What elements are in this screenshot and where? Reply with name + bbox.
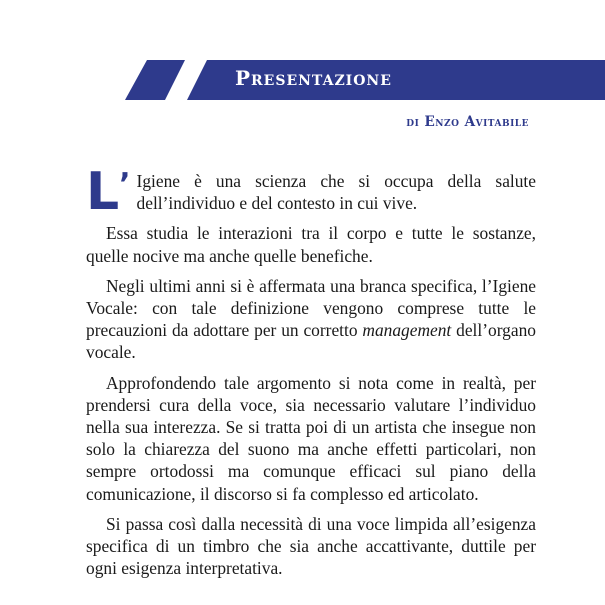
drop-cap-letter: L [86, 162, 120, 222]
author-byline: di Enzo Avitabile [406, 114, 529, 130]
banner-small-parallelogram [125, 60, 185, 100]
paragraph-3-text-b: dell’organo vocale. [86, 320, 536, 363]
paragraph-3-emphasis: management [362, 320, 452, 341]
article-body [86, 162, 536, 587]
title-banner [125, 60, 605, 100]
paragraph-5: Si passa così dalla necessità di una voce limpida all’esigenza specifica di un timbro che sia anche accattivante, duttile per ogni esigenza interpretativa. [86, 513, 536, 579]
drop-cap [86, 162, 131, 222]
paragraph-1-text: Igiene è una scienza che si occupa della salute dell’individuo e del contesto in cui vive. [136, 171, 536, 214]
paragraph-3 [86, 275, 536, 364]
paragraph-4: Approfondendo tale argomento si nota come in realtà, per prendersi cura della voce, sia necessario valutare l’individuo nella sua interezza. Se si tratta poi di un artista che insegue non solo la chiarezza del suono ma anche effetti particolari, non sempre ortodossi ma comunque efficaci sul piano della comunicazione, il discorso si fa complesso ed articolato. [86, 372, 536, 504]
page-title: Presentazione [235, 66, 392, 90]
paragraph-1 [86, 162, 536, 222]
paragraph-3-text-a: Negli ultimi anni si è affermata una branca specifica, l’Igiene Vocale: con tale definizione vengono comprese tutte le precauzioni da adottare per un corretto [86, 275, 536, 341]
paragraph-2: Essa studia le interazioni tra il corpo e tutte le sostanze, quelle nocive ma anche quelle benefiche. [86, 223, 536, 266]
drop-cap-apostrophe: ’ [119, 167, 131, 202]
